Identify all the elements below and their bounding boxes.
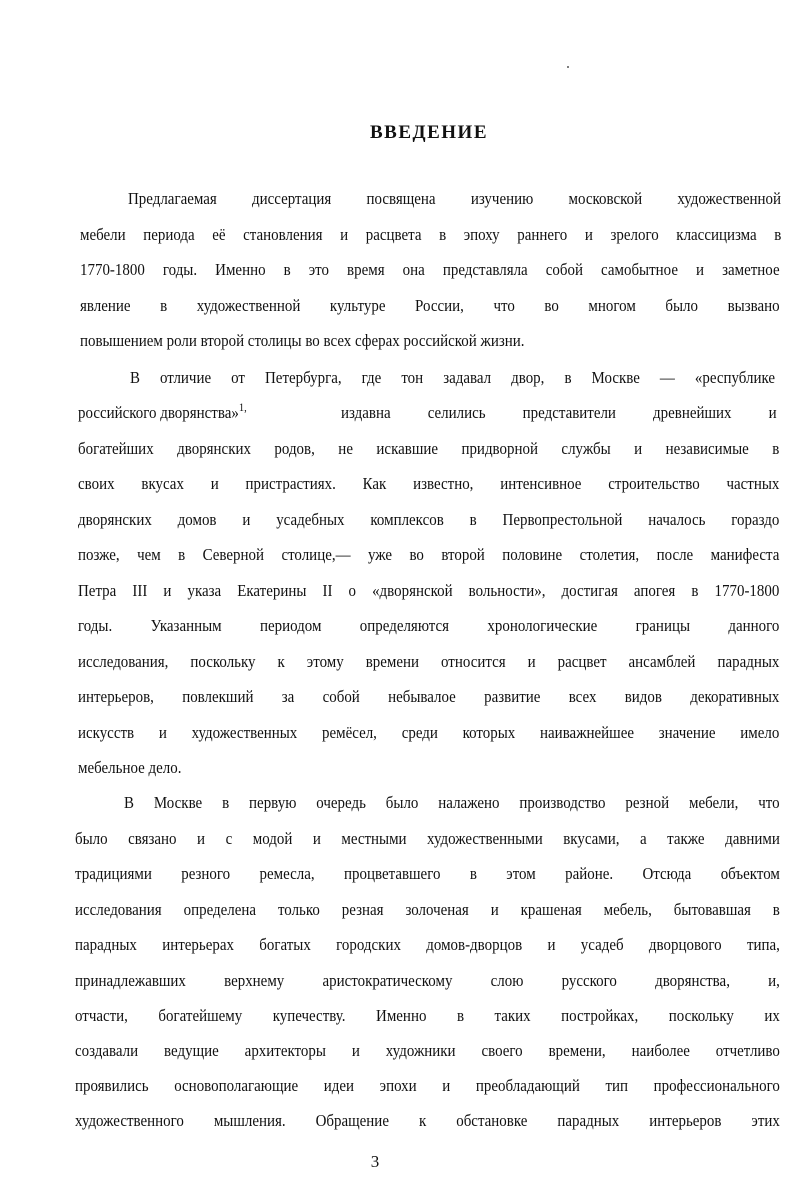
text-line: издавна селились представители древнейших и	[341, 403, 777, 422]
text-line-start: российского дворянства»	[78, 403, 239, 422]
text-line: парадных интерьерах богатых городских домов-дворцов и усадеб дворцового типа,	[75, 935, 780, 954]
text-line: интерьеров, повлекший за собой небывалое развитие всех видов декоративных	[78, 687, 780, 706]
text-line: проявились основополагающие идеи эпохи и преобладающий тип профессионального	[75, 1076, 780, 1095]
page-number: 3	[370, 1152, 380, 1171]
text-line: отчасти, богатейшему купечеству. Именно в таких постройках, поскольку их	[75, 1006, 780, 1025]
text-line: 1770-1800 годы. Именно в это время она представляла собой самобытное и заметное	[80, 260, 780, 279]
scan-speck	[567, 66, 569, 68]
text-line: мебели периода её становления и расцвета в эпоху раннего и зрелого классицизма в	[80, 225, 782, 244]
text-line: явление в художественной культуре России, что во многом было вызвано	[80, 296, 780, 315]
text-line: годы. Указанным периодом определяются хронологические границы данного	[78, 616, 780, 635]
text-line: исследования определена только резная золоченая и крашеная мебель, бытовавшая в	[75, 900, 780, 919]
footnote-reference[interactable]: 1,	[238, 400, 247, 414]
text-line: исследования, поскольку к этому времени относится и расцвет ансамблей парадных	[78, 652, 780, 671]
text-line: богатейших дворянских родов, не искавшие придворной службы и независимые в	[78, 439, 780, 458]
text-line: Петра III и указа Екатерины II о «дворянской вольности», достигая апогея в 1770-1800	[78, 581, 780, 600]
text-line: повышением роли второй столицы во всех сферах российской жизни.	[80, 331, 525, 350]
text-line: позже, чем в Северной столице,— уже во второй половине столетия, после манифеста	[78, 545, 780, 564]
page-title: ВВЕДЕНИЕ	[370, 122, 488, 143]
text-line: художественного мышления. Обращение к обстановке парадных интерьеров этих	[75, 1111, 780, 1130]
text-line: своих вкусах и пристрастиях. Как известно, интенсивное строительство частных	[78, 474, 780, 493]
text-line: традициями резного ремесла, процветавшего в этом районе. Отсюда объектом	[75, 864, 780, 883]
text-line: дворянских домов и усадебных комплексов в Первопрестольной началось гораздо	[78, 510, 780, 529]
text-line: было связано и с модой и местными художественными вкусами, а также давними	[75, 829, 780, 848]
text-line: В отличие от Петербурга, где тон задавал двор, в Москве — «республике	[130, 368, 776, 387]
text-line: мебельное дело.	[78, 758, 182, 777]
text-line	[78, 401, 247, 425]
text-line: В Москве в первую очередь было налажено производство резной мебели, что	[124, 793, 780, 812]
text-line: принадлежавших верхнему аристократическому слою русского дворянства, и,	[75, 971, 780, 990]
text-line: искусств и художественных ремёсел, среди которых наиважнейшее значение имело	[78, 723, 780, 742]
text-line: создавали ведущие архитекторы и художники своего времени, наиболее отчетливо	[75, 1041, 780, 1060]
text-line: Предлагаемая диссертация посвящена изучению московской художественной	[128, 189, 781, 208]
